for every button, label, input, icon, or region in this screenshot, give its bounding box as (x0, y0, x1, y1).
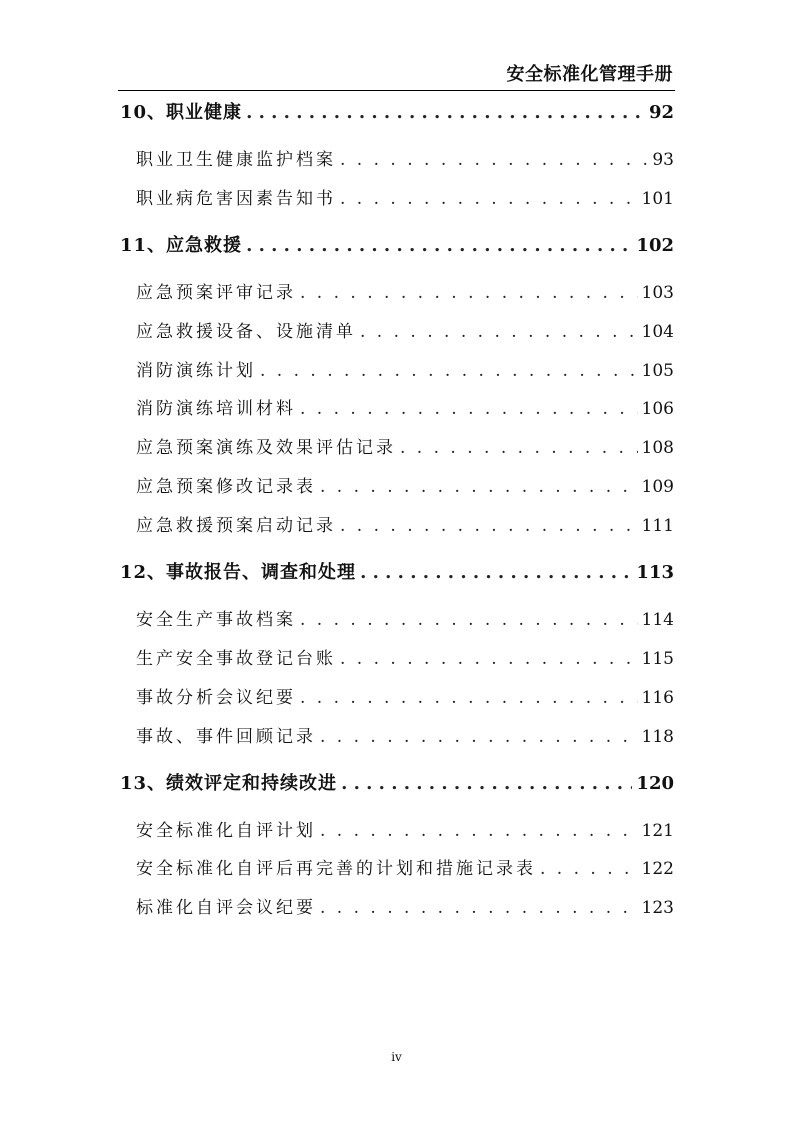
toc-entry-label: 应急救援设备、设施清单 (136, 322, 356, 342)
toc-entry-page-number: 104 (641, 322, 674, 342)
toc-subentry[interactable] (136, 683, 674, 708)
toc-subentry[interactable] (136, 184, 674, 209)
toc-subentry[interactable] (136, 278, 674, 303)
toc-subentry[interactable] (136, 472, 674, 497)
toc-entry-label: 安全生产事故档案 (136, 610, 296, 630)
toc-subentry[interactable] (136, 722, 674, 747)
dot-leader (360, 322, 638, 342)
toc-entry-page-number: 103 (641, 283, 674, 303)
toc-subentry[interactable] (136, 433, 674, 458)
dot-leader (340, 649, 638, 669)
header-title: 安全标准化管理手册 (506, 64, 673, 85)
dot-leader (300, 399, 638, 419)
toc-entry-label: 安全标准化自评后再完善的计划和措施记录表 (136, 859, 536, 879)
toc-subentry[interactable] (136, 145, 674, 170)
toc-subentry[interactable] (136, 893, 674, 918)
toc-entry-label: 13、绩效评定和持续改进 (120, 773, 338, 794)
toc-entry-page-number: 106 (641, 399, 674, 419)
toc-entry-page-number: 123 (641, 898, 674, 918)
toc-entry-page-number: 116 (641, 688, 674, 708)
toc-section-entry[interactable] (120, 98, 674, 124)
toc-entry-page-number: 109 (641, 477, 674, 497)
toc-entry-label: 应急预案演练及效果评估记录 (136, 438, 396, 458)
toc-entry-page-number: 113 (636, 562, 674, 583)
toc-section-entry[interactable] (120, 231, 674, 257)
dot-leader (360, 562, 632, 583)
toc-entry-page-number: 114 (641, 610, 674, 630)
toc-entry-label: 消防演练计划 (136, 361, 256, 381)
toc-entry-page-number: 105 (641, 361, 674, 381)
toc-subentry[interactable] (136, 644, 674, 669)
toc-entry-page-number: 92 (648, 102, 674, 123)
dot-leader (340, 189, 638, 209)
toc-entry-label: 事故分析会议纪要 (136, 688, 296, 708)
dot-leader (400, 438, 638, 458)
toc-subentry[interactable] (136, 511, 674, 536)
dot-leader (320, 898, 638, 918)
toc-entry-label: 应急预案修改记录表 (136, 477, 316, 497)
toc-subentry[interactable] (136, 394, 674, 419)
toc-entry-page-number: 102 (636, 235, 674, 256)
dot-leader (300, 688, 638, 708)
toc-entry-label: 应急救援预案启动记录 (136, 516, 336, 536)
dot-leader (246, 235, 632, 256)
toc-subentry[interactable] (136, 854, 674, 879)
toc-entry-page-number: 118 (641, 727, 674, 747)
toc-section-entry[interactable] (120, 558, 674, 584)
toc-entry-label: 职业卫生健康监护档案 (136, 150, 336, 170)
toc-entry-page-number: 120 (636, 773, 674, 794)
toc-subentry[interactable] (136, 356, 674, 381)
toc-entry-label: 12、事故报告、调查和处理 (120, 562, 357, 583)
toc-entry-page-number: 101 (641, 189, 674, 209)
header-rule (118, 90, 675, 91)
dot-leader (341, 773, 632, 794)
dot-leader (340, 150, 648, 170)
dot-leader (320, 727, 638, 747)
toc-entry-label: 安全标准化自评计划 (136, 821, 316, 841)
toc-entry-label: 应急预案评审记录 (136, 283, 296, 303)
dot-leader (320, 477, 638, 497)
toc-entry-label: 标准化自评会议纪要 (136, 898, 316, 918)
toc-subentry[interactable] (136, 317, 674, 342)
toc-entry-label: 11、应急救援 (120, 235, 243, 256)
toc-subentry[interactable] (136, 816, 674, 841)
toc-entry-label: 职业病危害因素告知书 (136, 189, 336, 209)
toc-subentry[interactable] (136, 605, 674, 630)
toc-entry-page-number: 111 (641, 516, 674, 536)
toc-entry-page-number: 115 (641, 649, 674, 669)
dot-leader (260, 361, 638, 381)
dot-leader (300, 283, 638, 303)
toc-entry-label: 消防演练培训材料 (136, 399, 296, 419)
toc-entry-label: 事故、事件回顾记录 (136, 727, 316, 747)
toc-entry-page-number: 108 (641, 438, 674, 458)
toc-entry-page-number: 93 (652, 150, 674, 170)
toc-entry-page-number: 121 (641, 821, 674, 841)
dot-leader (320, 821, 638, 841)
page-number: iv (391, 1050, 402, 1064)
toc-entry-label: 生产安全事故登记台账 (136, 649, 336, 669)
dot-leader (540, 859, 638, 879)
dot-leader (340, 516, 638, 536)
dot-leader (300, 610, 638, 630)
dot-leader (246, 102, 645, 123)
toc-entry-label: 10、职业健康 (120, 102, 243, 123)
toc-entry-page-number: 122 (641, 859, 674, 879)
toc-section-entry[interactable] (120, 769, 674, 795)
